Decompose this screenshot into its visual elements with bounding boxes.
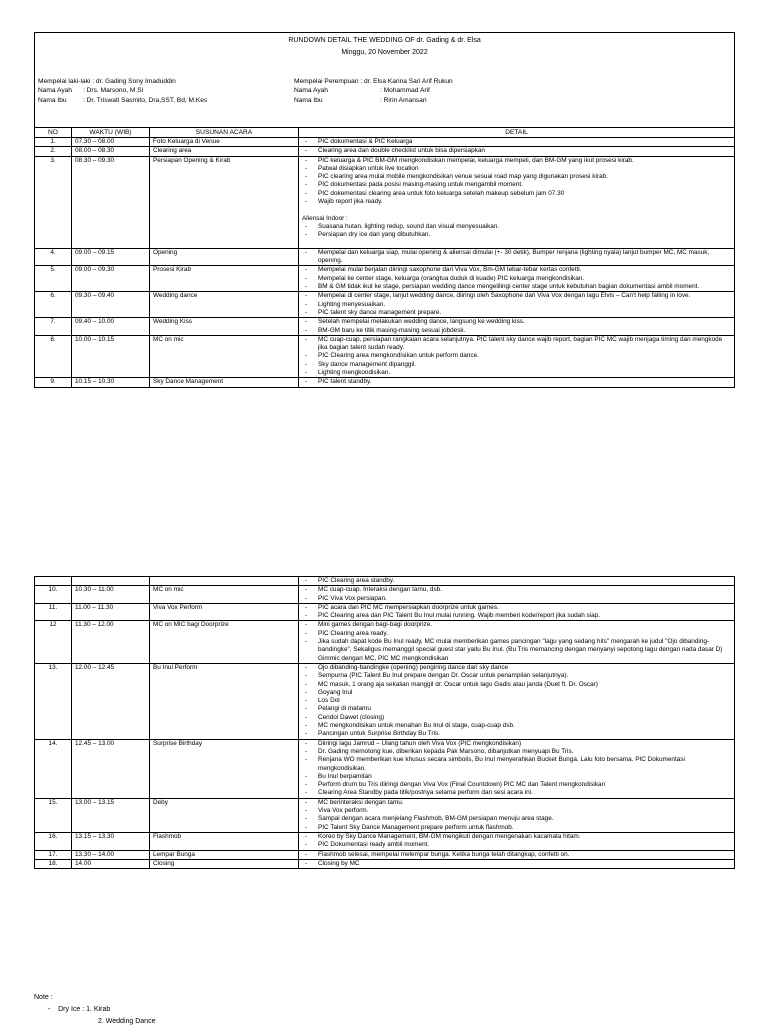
detail-item: - Perform drum bu Tris diiringi dengan Viva Vox (Final Countdown) PIC MC dan Talent mengkondisikan <box>302 781 731 789</box>
table-row <box>35 621 735 663</box>
row-time: 12.00 – 12.45 <box>72 663 150 739</box>
table-row <box>35 577 735 586</box>
detail-item: - Clearing area dan double checklist untuk bisa dipersiapkan <box>302 147 731 155</box>
detail-item: - PIC keluarga & PIC BM-GM mengkondisikan mempelai, keluarga mempeli, dan BM-GM yang ikut prosesi kirab. <box>302 157 731 165</box>
detail-item: - Pelangi di matamu <box>302 705 731 713</box>
row-time: 13.30 – 14.00 <box>72 850 150 859</box>
detail-item: - MC cuap-cuap. Interaksi dengan tamu, dsb. <box>302 586 731 594</box>
detail-item: - Dr. Gading memotong kue, diberikan kepada Pak Marsono, dibanjutkan menyuapi Bu Tris. <box>302 748 731 756</box>
detail-item: - Mempelai di center stage, lanjut wedding dance, diiringi oleh Saxophone dari Viva Vox dengan lagu Elvis – Can't help falling in love. <box>302 292 731 300</box>
couple-info <box>35 77 734 127</box>
bride-father-label: Nama Ayah <box>294 87 328 95</box>
row-number: 1. <box>35 138 72 147</box>
row-time: 09.40 – 10.00 <box>72 318 150 336</box>
detail-item: - PIC Clearing area dan PIC Talent Bu Inul mulai running. Wajib memberi kode/report jika sudah siap. <box>302 612 731 620</box>
row-event: MC on mic <box>150 335 299 377</box>
row-detail <box>299 292 735 318</box>
detail-item: - Closing by MC <box>302 860 731 868</box>
table-row <box>35 138 735 147</box>
table-row <box>35 266 735 292</box>
note-line-2: 2. Wedding Dance <box>98 1018 156 1025</box>
table-row <box>35 832 735 850</box>
table-row <box>35 850 735 859</box>
table-row <box>35 147 735 156</box>
row-number: 7. <box>35 318 72 336</box>
detail-item: - Bu Inul berpamitan <box>302 773 731 781</box>
row-time: 10.00 – 10.15 <box>72 335 150 377</box>
detail-item: - Pancingan untuk Surprise Birthday Bu Tris. <box>302 730 731 738</box>
row-detail <box>299 850 735 859</box>
detail-item: - Lighting mengkondisikan. <box>302 369 731 377</box>
table-row <box>35 156 735 248</box>
note-line-1: - Dry Ice : 1. Kirab <box>48 1006 111 1013</box>
row-detail <box>299 335 735 377</box>
detail-item: - PIC acara dan PIC MC mempersiapkan doorprize untuk games. <box>302 604 731 612</box>
row-number: 14. <box>35 739 72 798</box>
row-time: 14.00 <box>72 859 150 868</box>
detail-item: - Sky dance management dipanggil. <box>302 361 731 369</box>
detail-subheading: Aliensai Indoor : <box>302 214 348 222</box>
detail-item: - Sempurna (PIC Talent Bu Inul prepare dengan Dr. Oscar untuk penampilan selanjutnya). <box>302 672 731 680</box>
detail-item <box>302 240 731 248</box>
row-detail <box>299 739 735 798</box>
row-detail <box>299 138 735 147</box>
detail-item: - PIC Clearing area mengkondisikan untuk perform dance. <box>302 352 731 360</box>
row-number: 15. <box>35 798 72 832</box>
row-detail <box>299 603 735 621</box>
detail-item: - Mini games dengan bagi-bagi doorprize. <box>302 621 731 629</box>
bride-mother-label: Nama Ibu <box>294 96 323 104</box>
row-detail <box>299 586 735 604</box>
row-detail <box>299 621 735 663</box>
groom-mother: : Dr. Triswati Sasmito, Dra,SST, Bd, M.Kes <box>83 96 208 104</box>
column-header-time: WAKTU (WIB) <box>72 128 150 138</box>
groom-mother-label: Nama Ibu <box>38 96 67 104</box>
row-event: MC on mic <box>150 586 299 604</box>
detail-item: - PIC Talent Sky Dance Management prepare perform untuk flashmob. <box>302 824 731 832</box>
row-number: 4. <box>35 248 72 266</box>
row-time: 11.00 – 11.30 <box>72 603 150 621</box>
rundown-table-page-1 <box>34 32 735 388</box>
document-date: Minggu, 20 November 2022 <box>341 49 428 56</box>
row-detail <box>299 147 735 156</box>
bride-father: : Mohammad Arif <box>380 87 430 95</box>
document-header <box>35 33 735 128</box>
row-event: Clearing area <box>150 147 299 156</box>
row-number: 16. <box>35 832 72 850</box>
groom-father-label: Nama Ayah <box>38 87 72 95</box>
table-row <box>35 335 735 377</box>
bride-mother: : Ririn Amansari <box>380 96 427 104</box>
column-header-event: SUSUNAN ACARA <box>150 128 299 138</box>
column-header-no: NO <box>35 128 72 138</box>
detail-item: - Goyang Inul <box>302 689 731 697</box>
row-event: Foto Keluarga di Venue <box>150 138 299 147</box>
detail-item: - BM & GM tidak ikut ke stage, persiapan wedding dance mengelilingi center stage untuk kebutuhan bagian dokumentasi ambil moment. <box>302 283 731 291</box>
note-line-1-text: Dry Ice : 1. Kirab <box>58 1006 111 1013</box>
row-event <box>150 577 299 586</box>
note-label: Note : <box>34 994 53 1001</box>
document-title: RUNDOWN DETAIL THE WEDDING OF dr. Gading & dr. Elsa <box>288 37 481 44</box>
row-time: 07.30 – 08.00 <box>72 138 150 147</box>
detail-item: - PIC Viva Vox persiapan. <box>302 595 731 603</box>
detail-item: - Mempelai mulai berjalan diiringi saxophone dari Viva Vox, Bm-GM tebar-tebar kertas confetti. <box>302 266 731 274</box>
detail-item: - MC berinteraksi dengan tamu. <box>302 799 731 807</box>
detail-item: - Ojo dibanding-bandingke (opening) pengiring dance dari sky dance <box>302 664 731 672</box>
detail-item: - Lighting menyesuaikan. <box>302 301 731 309</box>
table-row <box>35 586 735 604</box>
row-number: 10. <box>35 586 72 604</box>
table-row <box>35 663 735 739</box>
row-time: 13.15 – 13.30 <box>72 832 150 850</box>
detail-item: - PIC clearing area mulai mobile mengkondisikan venue sesuai road map yang digunakan prosesi kirab. <box>302 173 731 181</box>
table-row <box>35 798 735 832</box>
detail-item: - Cendol Dawet (closing) <box>302 714 731 722</box>
detail-item: - PIC dokumentasi & PIC Keluarga <box>302 138 731 146</box>
row-time: 08.30 – 09.30 <box>72 156 150 248</box>
column-header-detail: DETAIL <box>299 128 735 138</box>
table-row <box>35 378 735 387</box>
row-number: 2. <box>35 147 72 156</box>
table-row <box>35 318 735 336</box>
detail-item: - Setelah mempelai melakukan wedding dance, langsung ke wedding kiss. <box>302 318 731 326</box>
table-row <box>35 248 735 266</box>
row-number <box>35 577 72 586</box>
detail-item: - Viva Vox perform. <box>302 807 731 815</box>
row-number: 6. <box>35 292 72 318</box>
row-event: Bu Inul Perform <box>150 663 299 739</box>
detail-item: - BM-GM baru ke titik masing-masing sesuai jobdesk. <box>302 327 731 335</box>
row-detail <box>299 798 735 832</box>
bride-label: Mempelai Perempuan <box>294 78 359 85</box>
table-row <box>35 739 735 798</box>
detail-item: - PIC dokumentasi pada posisi masing-masing untuk mengambil moment. <box>302 181 731 189</box>
row-detail <box>299 318 735 336</box>
groom-label: Mempelai laki-laki <box>38 78 91 85</box>
table-row <box>35 292 735 318</box>
detail-item: - PIC Clearing area standby. <box>302 577 731 585</box>
row-time: 10.30 – 11.00 <box>72 586 150 604</box>
detail-item: - PIC dokementasi clearing area untuk foto keluarga setelah makeup sebelum jam 07.30 <box>302 190 731 198</box>
detail-item: - PIC Clearing area ready. <box>302 630 731 638</box>
detail-item: - Suasana hutan, lighting redup, sound dan visual menyesuaikan. <box>302 223 731 231</box>
row-event: Prosesi Kirab <box>150 266 299 292</box>
detail-item: - Diiringi lagu Jamrud – Ulang tahun oleh Viva Vox (PIC mengkondisikan) <box>302 740 731 748</box>
row-event: Surprise Birthday <box>150 739 299 798</box>
detail-item: - PIC talent sky dance management prepare. <box>302 309 731 317</box>
groom-name: : dr. Gading Sony Imaduddin <box>92 78 176 85</box>
bride-info <box>294 77 453 105</box>
table-header-row <box>35 128 735 138</box>
row-time: 09.30 – 09.40 <box>72 292 150 318</box>
row-detail <box>299 663 735 739</box>
detail-item: - Persiapan dry ice dan yang dibutuhkan. <box>302 231 731 239</box>
row-event: Wedding dance <box>150 292 299 318</box>
detail-item: - PIC Dokumentasi ready ambil moment. <box>302 841 731 849</box>
detail-item: - Clearing Area Standby pada titik/postnya selama perform dan sesi acara ini. <box>302 789 731 797</box>
row-event: Viva Vox Perform <box>150 603 299 621</box>
row-number: 8. <box>35 335 72 377</box>
detail-item: - Wajib report jika ready. <box>302 198 731 206</box>
bride-name: : dr. Elsa Karina Sari Arif Rukun <box>360 78 453 85</box>
row-event: MC on MIC bagi Doorprize <box>150 621 299 663</box>
row-time <box>72 577 150 586</box>
row-event: Closing <box>150 859 299 868</box>
row-number: 18. <box>35 859 72 868</box>
groom-info <box>38 77 207 105</box>
row-event: Deby <box>150 798 299 832</box>
row-detail <box>299 577 735 586</box>
groom-father: : Drs. Marsono, M.Si <box>83 87 144 95</box>
detail-item: - Los Dol <box>302 697 731 705</box>
row-event: Sky Dance Management <box>150 378 299 387</box>
row-number: 13. <box>35 663 72 739</box>
row-detail <box>299 156 735 248</box>
row-number: 11. <box>35 603 72 621</box>
row-time: 10.15 – 10.30 <box>72 378 150 387</box>
detail-item: - MC cuap-cuap, persiapan rangkaian acara selanjutnya. PIC talent sky dance wajib report, bagian PIC MC wajib menjaga timing dan mengkode jika bagian talent sudah ready. <box>302 336 731 353</box>
row-number: 3. <box>35 156 72 248</box>
row-detail <box>299 266 735 292</box>
row-number: 12 <box>35 621 72 663</box>
rundown-table-page-2 <box>34 576 735 869</box>
detail-item: - Flashmob selesai, mempelai melempar bunga. Ketika bunga telah ditangkap, confetti on. <box>302 851 731 859</box>
detail-item: - Koreo by Sky Dance Management, BM-GM mengikuti dengan mengenakan kacamata hitam. <box>302 833 731 841</box>
detail-item: - MC mengkondisikan untuk menahan Bu Inul di stage, cuap-cuap dsb. <box>302 722 731 730</box>
row-detail <box>299 378 735 387</box>
detail-item: - Mempelai ke center stage, keluarga (orangtua duduk di kuade) PIC keluarga mengkondisikan. <box>302 275 731 283</box>
row-time: 12.45 – 13.00 <box>72 739 150 798</box>
row-detail <box>299 859 735 868</box>
row-time: 08.00 – 08.30 <box>72 147 150 156</box>
row-time: 11.30 – 12.00 <box>72 621 150 663</box>
row-event: Persiapan Opening & Kirab <box>150 156 299 248</box>
row-number: 9. <box>35 378 72 387</box>
row-event: Opening <box>150 248 299 266</box>
row-event: Lempar Bunga <box>150 850 299 859</box>
note-section <box>34 992 155 1028</box>
row-detail <box>299 248 735 266</box>
row-detail <box>299 832 735 850</box>
detail-item: - Mempelai dan keluarga siap, mulai opening & aliensai dimulai (+- 30 detik), Bumper renjana (lighting nyala) lanjut bumper MC, MC masuk, opening. <box>302 249 731 266</box>
row-time: 09.00 – 09.30 <box>72 266 150 292</box>
detail-item <box>302 206 731 214</box>
row-time: 13.00 – 13.15 <box>72 798 150 832</box>
detail-item: - Renjana WO memberikan kue khusus secara simbolis, Bu Inul menyerahkan Bucket Bunga. Lalu foto bersama. PIC Dokumentasi mengkondisikan. <box>302 756 731 773</box>
detail-item: - Patwal disiapkan untuk live location <box>302 165 731 173</box>
table-row <box>35 859 735 868</box>
detail-item: - MC masuk, 1 orang aja sekalian manggil dr. Oscar untuk lagu Gadis atau janda (Duet ft. Dr. Oscar) <box>302 681 731 689</box>
detail-item: - PIC talent standby. <box>302 378 731 386</box>
row-event: Flashmob <box>150 832 299 850</box>
row-number: 5. <box>35 266 72 292</box>
detail-item: - Jika sudah dapat kode Bu Inul ready, MC mulai memberikan games pancingan "lagu yang sedang hits" mengarah ke judul "Ojo dibanding-bandingke". Sekaligus memanggil special guest star yaitu Bu Inul. (Bu Tris memancing dengan menyanyi sepotong lagu dengan nada dasar D) Gimmic dengan MC, PIC MC mengkondisikan <box>302 638 731 663</box>
row-number: 17. <box>35 850 72 859</box>
row-event: Wedding Kiss <box>150 318 299 336</box>
row-time: 09.00 – 09.15 <box>72 248 150 266</box>
table-row <box>35 603 735 621</box>
detail-item: - Sampai dengan acara menjelang Flashmob, BM-GM persiapan menuju area stage. <box>302 815 731 823</box>
